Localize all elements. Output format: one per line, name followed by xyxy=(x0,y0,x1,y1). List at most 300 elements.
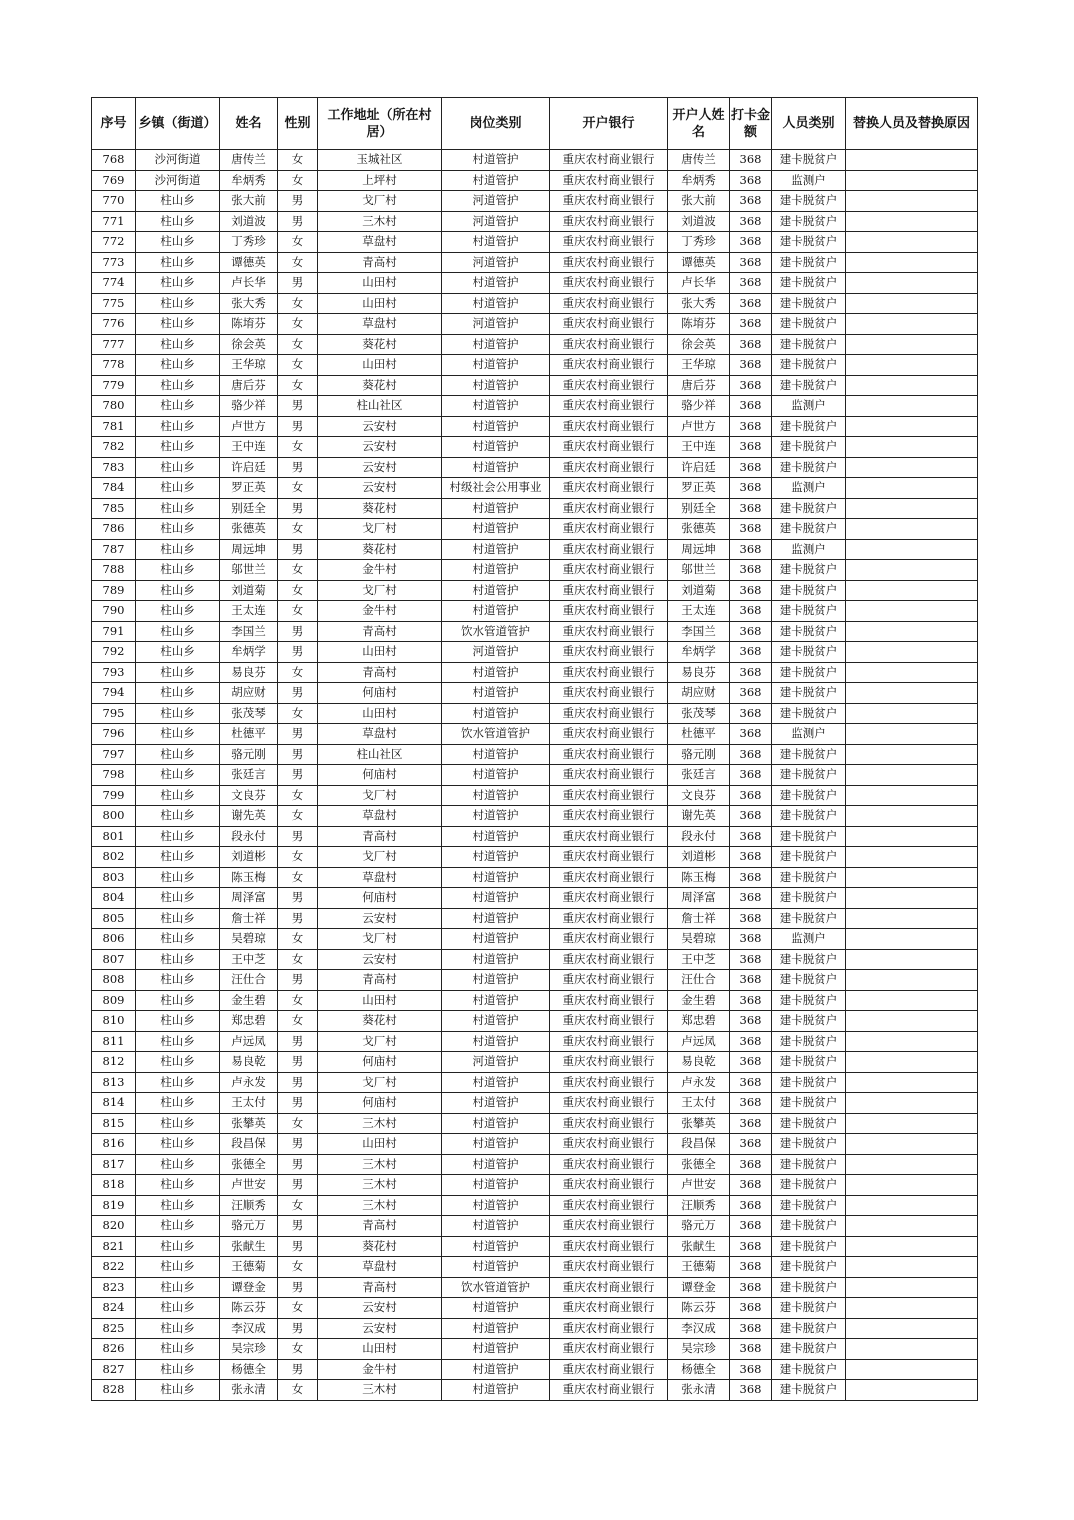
cell-index: 791 xyxy=(92,621,136,642)
cell-township: 柱山乡 xyxy=(136,1380,220,1401)
cell-account-holder: 张廷言 xyxy=(668,765,730,786)
cell-gender: 男 xyxy=(278,1236,318,1257)
cell-index: 817 xyxy=(92,1154,136,1175)
table-row xyxy=(92,703,978,724)
cell-gender: 女 xyxy=(278,580,318,601)
cell-township: 柱山乡 xyxy=(136,1236,220,1257)
cell-gender: 男 xyxy=(278,1134,318,1155)
cell-index: 802 xyxy=(92,847,136,868)
cell-township: 柱山乡 xyxy=(136,970,220,991)
cell-person-category: 建卡脱贫户 xyxy=(772,211,846,232)
cell-township: 柱山乡 xyxy=(136,293,220,314)
cell-index: 814 xyxy=(92,1093,136,1114)
table-row xyxy=(92,806,978,827)
cell-bank: 重庆农村商业银行 xyxy=(550,867,668,888)
table-row xyxy=(92,1011,978,1032)
cell-replacement xyxy=(846,929,978,950)
cell-amount: 368 xyxy=(730,1359,772,1380)
table-row xyxy=(92,1072,978,1093)
cell-gender: 男 xyxy=(278,744,318,765)
cell-account-holder: 骆少祥 xyxy=(668,396,730,417)
cell-index: 803 xyxy=(92,867,136,888)
table-row xyxy=(92,826,978,847)
cell-bank: 重庆农村商业银行 xyxy=(550,847,668,868)
cell-amount: 368 xyxy=(730,1380,772,1401)
col-header-work-address: 工作地址（所在村居） xyxy=(318,98,442,150)
cell-township: 柱山乡 xyxy=(136,1031,220,1052)
cell-amount: 368 xyxy=(730,949,772,970)
cell-post-type: 村道管护 xyxy=(442,601,550,622)
cell-work-address: 何庙村 xyxy=(318,683,442,704)
table-row xyxy=(92,601,978,622)
cell-replacement xyxy=(846,1298,978,1319)
cell-post-type: 村道管护 xyxy=(442,519,550,540)
cell-name: 刘道波 xyxy=(220,211,278,232)
cell-index: 795 xyxy=(92,703,136,724)
cell-amount: 368 xyxy=(730,826,772,847)
cell-township: 柱山乡 xyxy=(136,211,220,232)
cell-township: 柱山乡 xyxy=(136,703,220,724)
cell-index: 771 xyxy=(92,211,136,232)
cell-person-category: 建卡脱贫户 xyxy=(772,888,846,909)
cell-person-category: 建卡脱贫户 xyxy=(772,806,846,827)
cell-amount: 368 xyxy=(730,1195,772,1216)
cell-post-type: 村道管护 xyxy=(442,437,550,458)
cell-amount: 368 xyxy=(730,519,772,540)
cell-name: 卢世安 xyxy=(220,1175,278,1196)
cell-post-type: 村道管护 xyxy=(442,806,550,827)
table-row xyxy=(92,293,978,314)
cell-work-address: 青高村 xyxy=(318,970,442,991)
cell-name: 汪仕合 xyxy=(220,970,278,991)
cell-person-category: 建卡脱贫户 xyxy=(772,1093,846,1114)
cell-gender: 男 xyxy=(278,642,318,663)
cell-person-category: 建卡脱贫户 xyxy=(772,990,846,1011)
cell-work-address: 三木村 xyxy=(318,1380,442,1401)
cell-amount: 368 xyxy=(730,355,772,376)
cell-index: 820 xyxy=(92,1216,136,1237)
table-body xyxy=(92,150,978,1401)
cell-bank: 重庆农村商业银行 xyxy=(550,1093,668,1114)
cell-account-holder: 段昌保 xyxy=(668,1134,730,1155)
cell-work-address: 山田村 xyxy=(318,1339,442,1360)
table-row xyxy=(92,457,978,478)
table-row xyxy=(92,1134,978,1155)
cell-township: 柱山乡 xyxy=(136,847,220,868)
cell-work-address: 葵花村 xyxy=(318,1011,442,1032)
table-row xyxy=(92,867,978,888)
cell-gender: 男 xyxy=(278,1216,318,1237)
cell-account-holder: 谭登金 xyxy=(668,1277,730,1298)
cell-post-type: 村道管护 xyxy=(442,1318,550,1339)
cell-gender: 女 xyxy=(278,355,318,376)
cell-gender: 女 xyxy=(278,232,318,253)
cell-work-address: 何庙村 xyxy=(318,1052,442,1073)
cell-gender: 男 xyxy=(278,498,318,519)
cell-replacement xyxy=(846,1236,978,1257)
cell-index: 781 xyxy=(92,416,136,437)
cell-replacement xyxy=(846,416,978,437)
cell-bank: 重庆农村商业银行 xyxy=(550,314,668,335)
cell-post-type: 村道管护 xyxy=(442,150,550,171)
cell-index: 775 xyxy=(92,293,136,314)
cell-post-type: 村道管护 xyxy=(442,662,550,683)
cell-gender: 男 xyxy=(278,1093,318,1114)
cell-index: 800 xyxy=(92,806,136,827)
cell-name: 徐会英 xyxy=(220,334,278,355)
cell-account-holder: 徐会英 xyxy=(668,334,730,355)
cell-township: 柱山乡 xyxy=(136,1339,220,1360)
cell-bank: 重庆农村商业银行 xyxy=(550,1216,668,1237)
cell-township: 柱山乡 xyxy=(136,1175,220,1196)
cell-name: 易良乾 xyxy=(220,1052,278,1073)
cell-account-holder: 邬世兰 xyxy=(668,560,730,581)
cell-township: 柱山乡 xyxy=(136,437,220,458)
col-header-gender: 性别 xyxy=(278,98,318,150)
cell-replacement xyxy=(846,1154,978,1175)
table-row xyxy=(92,1359,978,1380)
cell-township: 柱山乡 xyxy=(136,601,220,622)
cell-replacement xyxy=(846,580,978,601)
cell-person-category: 建卡脱贫户 xyxy=(772,1031,846,1052)
table-row xyxy=(92,744,978,765)
col-header-account-holder: 开户人姓名 xyxy=(668,98,730,150)
table-row xyxy=(92,375,978,396)
cell-account-holder: 郑忠碧 xyxy=(668,1011,730,1032)
cell-person-category: 建卡脱贫户 xyxy=(772,703,846,724)
cell-amount: 368 xyxy=(730,785,772,806)
cell-gender: 女 xyxy=(278,785,318,806)
table-row xyxy=(92,437,978,458)
cell-replacement xyxy=(846,1011,978,1032)
cell-account-holder: 王太付 xyxy=(668,1093,730,1114)
cell-work-address: 戈厂村 xyxy=(318,1031,442,1052)
cell-account-holder: 周泽富 xyxy=(668,888,730,909)
cell-replacement xyxy=(846,703,978,724)
cell-township: 柱山乡 xyxy=(136,826,220,847)
cell-amount: 368 xyxy=(730,765,772,786)
cell-work-address: 山田村 xyxy=(318,642,442,663)
cell-gender: 男 xyxy=(278,724,318,745)
cell-work-address: 青高村 xyxy=(318,826,442,847)
cell-work-address: 云安村 xyxy=(318,457,442,478)
cell-person-category: 建卡脱贫户 xyxy=(772,1257,846,1278)
cell-index: 824 xyxy=(92,1298,136,1319)
cell-person-category: 建卡脱贫户 xyxy=(772,621,846,642)
table-row xyxy=(92,539,978,560)
cell-township: 柱山乡 xyxy=(136,806,220,827)
cell-bank: 重庆农村商业银行 xyxy=(550,191,668,212)
cell-post-type: 村道管护 xyxy=(442,1359,550,1380)
cell-replacement xyxy=(846,683,978,704)
cell-person-category: 建卡脱贫户 xyxy=(772,662,846,683)
table-row xyxy=(92,724,978,745)
cell-work-address: 戈厂村 xyxy=(318,191,442,212)
cell-name: 金生碧 xyxy=(220,990,278,1011)
cell-post-type: 村道管护 xyxy=(442,765,550,786)
table-row xyxy=(92,1052,978,1073)
cell-name: 吴宗珍 xyxy=(220,1339,278,1360)
cell-index: 779 xyxy=(92,375,136,396)
cell-name: 张廷言 xyxy=(220,765,278,786)
cell-gender: 女 xyxy=(278,437,318,458)
cell-person-category: 建卡脱贫户 xyxy=(772,437,846,458)
cell-gender: 女 xyxy=(278,867,318,888)
table-row xyxy=(92,888,978,909)
cell-account-holder: 胡应财 xyxy=(668,683,730,704)
table-row xyxy=(92,621,978,642)
cell-replacement xyxy=(846,908,978,929)
cell-work-address: 山田村 xyxy=(318,703,442,724)
cell-bank: 重庆农村商业银行 xyxy=(550,765,668,786)
cell-amount: 368 xyxy=(730,457,772,478)
cell-bank: 重庆农村商业银行 xyxy=(550,806,668,827)
cell-post-type: 村道管护 xyxy=(442,416,550,437)
cell-post-type: 村道管护 xyxy=(442,457,550,478)
cell-account-holder: 陈云芬 xyxy=(668,1298,730,1319)
cell-work-address: 葵花村 xyxy=(318,375,442,396)
cell-amount: 368 xyxy=(730,1031,772,1052)
cell-person-category: 建卡脱贫户 xyxy=(772,1298,846,1319)
cell-gender: 男 xyxy=(278,539,318,560)
table-row xyxy=(92,314,978,335)
col-header-index: 序号 xyxy=(92,98,136,150)
cell-index: 778 xyxy=(92,355,136,376)
cell-person-category: 建卡脱贫户 xyxy=(772,416,846,437)
cell-work-address: 山田村 xyxy=(318,1134,442,1155)
cell-index: 806 xyxy=(92,929,136,950)
cell-person-category: 建卡脱贫户 xyxy=(772,1359,846,1380)
cell-index: 827 xyxy=(92,1359,136,1380)
cell-bank: 重庆农村商业银行 xyxy=(550,1011,668,1032)
cell-replacement xyxy=(846,293,978,314)
cell-bank: 重庆农村商业银行 xyxy=(550,498,668,519)
cell-post-type: 村级社会公用事业 xyxy=(442,478,550,499)
cell-replacement xyxy=(846,457,978,478)
cell-account-holder: 王太连 xyxy=(668,601,730,622)
cell-township: 柱山乡 xyxy=(136,765,220,786)
cell-person-category: 建卡脱贫户 xyxy=(772,826,846,847)
cell-replacement xyxy=(846,621,978,642)
cell-replacement xyxy=(846,437,978,458)
cell-bank: 重庆农村商业银行 xyxy=(550,785,668,806)
cell-township: 柱山乡 xyxy=(136,1093,220,1114)
cell-index: 789 xyxy=(92,580,136,601)
cell-post-type: 河道管护 xyxy=(442,642,550,663)
cell-amount: 368 xyxy=(730,396,772,417)
cell-name: 胡应财 xyxy=(220,683,278,704)
cell-bank: 重庆农村商业银行 xyxy=(550,170,668,191)
table-row xyxy=(92,1257,978,1278)
cell-amount: 368 xyxy=(730,1175,772,1196)
cell-post-type: 村道管护 xyxy=(442,1298,550,1319)
cell-account-holder: 杜德平 xyxy=(668,724,730,745)
cell-name: 陈堉芬 xyxy=(220,314,278,335)
cell-work-address: 葵花村 xyxy=(318,498,442,519)
cell-index: 810 xyxy=(92,1011,136,1032)
cell-amount: 368 xyxy=(730,867,772,888)
cell-person-category: 建卡脱贫户 xyxy=(772,375,846,396)
cell-bank: 重庆农村商业银行 xyxy=(550,601,668,622)
cell-replacement xyxy=(846,1072,978,1093)
cell-name: 詹士祥 xyxy=(220,908,278,929)
cell-account-holder: 谢先英 xyxy=(668,806,730,827)
cell-bank: 重庆农村商业银行 xyxy=(550,1175,668,1196)
cell-person-category: 建卡脱贫户 xyxy=(772,1072,846,1093)
cell-name: 张大秀 xyxy=(220,293,278,314)
cell-person-category: 建卡脱贫户 xyxy=(772,1154,846,1175)
cell-index: 819 xyxy=(92,1195,136,1216)
cell-account-holder: 王中连 xyxy=(668,437,730,458)
cell-work-address: 戈厂村 xyxy=(318,847,442,868)
table-row xyxy=(92,949,978,970)
cell-work-address: 云安村 xyxy=(318,1318,442,1339)
cell-bank: 重庆农村商业银行 xyxy=(550,1113,668,1134)
cell-replacement xyxy=(846,662,978,683)
cell-index: 825 xyxy=(92,1318,136,1339)
cell-gender: 男 xyxy=(278,1072,318,1093)
cell-amount: 368 xyxy=(730,642,772,663)
cell-bank: 重庆农村商业银行 xyxy=(550,1339,668,1360)
cell-name: 谢先英 xyxy=(220,806,278,827)
cell-township: 柱山乡 xyxy=(136,683,220,704)
cell-replacement xyxy=(846,396,978,417)
cell-amount: 368 xyxy=(730,990,772,1011)
cell-bank: 重庆农村商业银行 xyxy=(550,211,668,232)
cell-replacement xyxy=(846,1380,978,1401)
cell-person-category: 建卡脱贫户 xyxy=(772,560,846,581)
cell-name: 卢世方 xyxy=(220,416,278,437)
cell-gender: 女 xyxy=(278,170,318,191)
cell-work-address: 山田村 xyxy=(318,355,442,376)
cell-replacement xyxy=(846,765,978,786)
cell-account-holder: 卢远凤 xyxy=(668,1031,730,1052)
table-row xyxy=(92,929,978,950)
cell-work-address: 青高村 xyxy=(318,662,442,683)
cell-bank: 重庆农村商业银行 xyxy=(550,539,668,560)
cell-person-category: 建卡脱贫户 xyxy=(772,498,846,519)
table-row xyxy=(92,1175,978,1196)
cell-account-holder: 刘道彬 xyxy=(668,847,730,868)
cell-replacement xyxy=(846,867,978,888)
table-row xyxy=(92,990,978,1011)
cell-post-type: 村道管护 xyxy=(442,170,550,191)
cell-work-address: 戈厂村 xyxy=(318,580,442,601)
cell-amount: 368 xyxy=(730,1011,772,1032)
cell-replacement xyxy=(846,990,978,1011)
cell-account-holder: 别廷全 xyxy=(668,498,730,519)
cell-amount: 368 xyxy=(730,970,772,991)
cell-post-type: 村道管护 xyxy=(442,355,550,376)
cell-index: 808 xyxy=(92,970,136,991)
cell-township: 柱山乡 xyxy=(136,724,220,745)
cell-post-type: 村道管护 xyxy=(442,1216,550,1237)
cell-bank: 重庆农村商业银行 xyxy=(550,621,668,642)
cell-post-type: 村道管护 xyxy=(442,703,550,724)
cell-name: 张攀英 xyxy=(220,1113,278,1134)
cell-index: 811 xyxy=(92,1031,136,1052)
cell-person-category: 建卡脱贫户 xyxy=(772,1277,846,1298)
cell-township: 柱山乡 xyxy=(136,191,220,212)
cell-amount: 368 xyxy=(730,560,772,581)
cell-account-holder: 牟炳秀 xyxy=(668,170,730,191)
cell-index: 788 xyxy=(92,560,136,581)
cell-gender: 男 xyxy=(278,1052,318,1073)
cell-gender: 女 xyxy=(278,560,318,581)
cell-name: 杜德平 xyxy=(220,724,278,745)
cell-index: 780 xyxy=(92,396,136,417)
cell-post-type: 村道管护 xyxy=(442,949,550,970)
cell-account-holder: 张德全 xyxy=(668,1154,730,1175)
cell-amount: 368 xyxy=(730,170,772,191)
cell-person-category: 建卡脱贫户 xyxy=(772,1052,846,1073)
cell-gender: 女 xyxy=(278,314,318,335)
cell-person-category: 建卡脱贫户 xyxy=(772,765,846,786)
cell-work-address: 草盘村 xyxy=(318,314,442,335)
cell-gender: 男 xyxy=(278,1154,318,1175)
table-row xyxy=(92,478,978,499)
cell-replacement xyxy=(846,539,978,560)
cell-index: 798 xyxy=(92,765,136,786)
table-row xyxy=(92,683,978,704)
cell-amount: 368 xyxy=(730,847,772,868)
cell-replacement xyxy=(846,191,978,212)
cell-gender: 女 xyxy=(278,375,318,396)
cell-work-address: 戈厂村 xyxy=(318,1072,442,1093)
cell-gender: 女 xyxy=(278,150,318,171)
cell-post-type: 村道管护 xyxy=(442,375,550,396)
cell-work-address: 葵花村 xyxy=(318,539,442,560)
cell-bank: 重庆农村商业银行 xyxy=(550,1236,668,1257)
cell-account-holder: 罗正英 xyxy=(668,478,730,499)
cell-amount: 368 xyxy=(730,1113,772,1134)
cell-township: 柱山乡 xyxy=(136,949,220,970)
cell-township: 柱山乡 xyxy=(136,498,220,519)
cell-post-type: 村道管护 xyxy=(442,273,550,294)
cell-township: 柱山乡 xyxy=(136,929,220,950)
cell-post-type: 河道管护 xyxy=(442,211,550,232)
cell-bank: 重庆农村商业银行 xyxy=(550,1318,668,1339)
cell-name: 骆元万 xyxy=(220,1216,278,1237)
cell-work-address: 云安村 xyxy=(318,437,442,458)
cell-township: 柱山乡 xyxy=(136,314,220,335)
cell-post-type: 村道管护 xyxy=(442,580,550,601)
cell-gender: 女 xyxy=(278,929,318,950)
cell-person-category: 建卡脱贫户 xyxy=(772,519,846,540)
cell-person-category: 建卡脱贫户 xyxy=(772,785,846,806)
cell-post-type: 村道管护 xyxy=(442,1195,550,1216)
cell-replacement xyxy=(846,642,978,663)
cell-amount: 368 xyxy=(730,1052,772,1073)
table-row xyxy=(92,847,978,868)
cell-person-category: 建卡脱贫户 xyxy=(772,252,846,273)
cell-work-address: 柱山社区 xyxy=(318,744,442,765)
cell-index: 818 xyxy=(92,1175,136,1196)
cell-work-address: 青高村 xyxy=(318,252,442,273)
cell-work-address: 金牛村 xyxy=(318,601,442,622)
table-row xyxy=(92,560,978,581)
cell-account-holder: 王德菊 xyxy=(668,1257,730,1278)
cell-person-category: 建卡脱贫户 xyxy=(772,642,846,663)
cell-account-holder: 吴碧琼 xyxy=(668,929,730,950)
cell-name: 牟炳秀 xyxy=(220,170,278,191)
cell-index: 777 xyxy=(92,334,136,355)
cell-gender: 男 xyxy=(278,396,318,417)
cell-name: 张大前 xyxy=(220,191,278,212)
cell-person-category: 建卡脱贫户 xyxy=(772,683,846,704)
cell-bank: 重庆农村商业银行 xyxy=(550,908,668,929)
cell-index: 773 xyxy=(92,252,136,273)
